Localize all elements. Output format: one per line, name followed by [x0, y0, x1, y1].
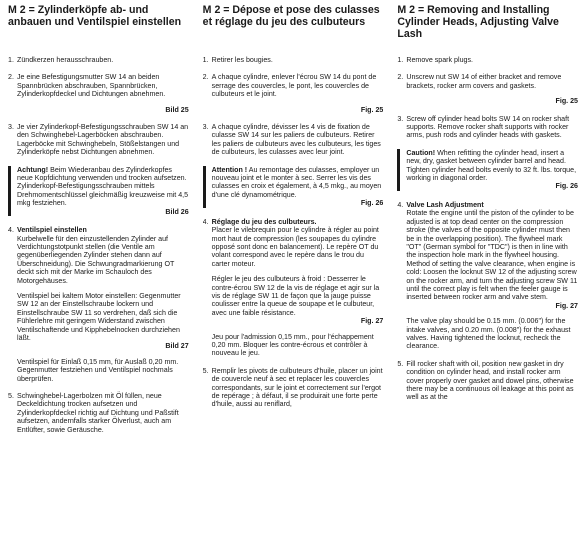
section-title-german: M 2 = Zylinderköpfe ab- und anbauen und Ventilspiel einstellen: [8, 4, 182, 28]
figure-ref: Bild 25: [165, 105, 189, 114]
step-5: 5. Remplir les pivots de culbuteurs d'huile, placer un joint de couvercle neuf à sec et replacer les couvercles correspondants, sur le joint et correctement sur l'ergot de repérage ; à défaut, il se produirait une forte perte d'huile, aussi au reniflard,: [202, 366, 383, 409]
step-5: 5. Fill rocker shaft with oil, position new gasket in dry condition on cylinder head, and install rocker arm cover properly over gasket and dowel pins, otherwise there may be a continuous oil leakage at this point as well as at the: [397, 359, 574, 402]
step-1: 1. Zündkerzen herausschrauben.: [8, 56, 114, 64]
figure-ref: Bild 26: [165, 207, 189, 216]
step-2: 2. Unscrew nut SW 14 of either bracket and remove brackets, rocker arm covers and gaskets. Fig. 25: [397, 73, 579, 106]
caution-box: Attention ! Au remontage des culasses, employer un nouveau joint et le monter à sec. Serrer les vis des culasses en croix et également, à 4,5 mkg., au moyen d'une clé dynamométrique. Fig. 26: [203, 166, 384, 208]
steps-german-continued: [8, 226, 189, 434]
column-german: [8, 4, 189, 534]
figure-ref: Fig. 26: [360, 199, 384, 208]
step-3: 3. Je vier Zylinderkopf-Befestigungsschrauben SW 14 an den Schwinghebel-Lagerböcken abschrauben. Lagerböcke mit Schwinghebeln, Stößelstangen und Zylinderköpfe nebst Dichtungen abnehmen.: [8, 123, 189, 157]
step-title: Réglage du jeu des culbuteurs.: [211, 217, 317, 226]
step-title: Valve Lash Adjustment: [406, 200, 484, 209]
step-title: Ventilspiel einstellen: [17, 226, 87, 235]
step-4: 4. Valve Lash Adjustment Rotate the engine until the piston of the cylinder to be adjusted is at top dead center on the compression stroke (the valves of the opposite cylinder must then be in the overlapping position). The flywheel mark "OT" (German symbol for "TDC") is then in line with the inspection hole mark in the flywheel housing. Method of setting the valve clearance, when engine is cold: Loosen the locknut SW 12 of the adjusting screw on the rocker arm, and turn the adjusting screw SW 11 until the correct play is felt when the feeler gauge is inserted between rocker arm and valve stem. Fig. 27 The valve play should be 0.15 mm. (0.006") for the intake valves, and 0.20 mm. (0.008") for the exhaust valves. Having tightened the locknut, recheck the clearance.: [397, 200, 579, 351]
step-4: 4. Ventilspiel einstellen Kurbelwelle für den einzustellenden Zylinder auf Verdichtungstotpunkt stellen (die Ventile am gegenüberliegenden Zylinder stehen dann auf Überschneidung). Die Schwungradmarkierung OT deckt sich mit der Marke im Schauloch des Motorgehäuses. Ventilspiel bei kaltem Motor einstellen: Gegenmutter SW 12 an der Einstellschraube lockern und Einstellschraube SW 11 so verdrehen, daß sich die Fühlerlehre mit geringem Widerstand zwischen Ventilschaftende und Kipphebelnocken durchziehen läßt. Bild 27 Ventilspiel für Einlaß 0,15 mm, für Auslaß 0,20 mm. Gegenmutter festziehen und Ventilspiel nochmals überprüfen.: [8, 226, 189, 383]
column-english: [397, 4, 578, 534]
step-5: 5. Schwinghebel-Lagerbolzen mit Öl füllen, neue Deckeldichtung trocken aufsetzen und Zylinderkopfdeckel richtig auf Dichtung und Paßstift aufsetzen, andernfalls starker Ölverlust, auch am Entlüfter, sowie Geräusche.: [8, 392, 179, 434]
steps-french-continued: [203, 218, 384, 409]
step-4: 4. Réglage du jeu des culbuteurs. Placer le vilebrequin pour le cylindre à régler au point mort haut de compression (les soupapes du cylindre opposé sont donc en balancement). Le repère OT du volant correspond avec le repère dans le trou du carter moteur. Régler le jeu des culbuteurs à froid : Desserrer le contre-écrou SW 12 de la vis de réglage et agir sur la vis de réglage SW 11 de façon que la jauge puisse coulisser entre la queue de soupape et le culbuteur, avec une faible résistance. Fig. 27 Jeu pour l'admission 0,15 mm., pour l'échappement 0,20 mm. Bloquer les contre-écrous et contrôler à nouveau le jeu.: [202, 217, 384, 358]
figure-ref: Fig. 26: [555, 182, 579, 191]
figure-ref: Bild 27: [165, 342, 189, 351]
step-1: 1. Retirer les bougies.: [202, 56, 273, 64]
step-3: 3. A chaque cylindre, dévisser les 4 vis de fixation de culasse SW 14 sur les paliers de culbuteurs. Retirer les paliers de culbuteurs avec les culbuteurs, les tiges de culbuteurs, les culasses avec leur joint.: [202, 123, 381, 157]
figure-ref: Fig. 25: [555, 97, 579, 106]
steps-english: [397, 56, 578, 140]
figure-ref: Fig. 27: [555, 301, 579, 310]
section-title-english: M 2 = Removing and Installing Cylinder Heads, Adjusting Valve Lash: [397, 4, 559, 40]
caution-box: Caution! When refitting the cylinder head, insert a new, dry, gasket between cylinder barrel and head. Tighten cylinder head bolts evenly to 32 ft. lbs. torque, working in diagonal order. Fig. 26: [397, 149, 578, 191]
step-2: 2. Je eine Befestigungsmutter SW 14 an beiden Spannbrücken abschrauben, Spannbrücken, Zylinderkopfdeckel und Dichtungen abnehmen. Bild 25: [8, 73, 189, 114]
step-1: 1. Remove spark plugs.: [397, 56, 473, 64]
figure-ref: Fig. 27: [360, 317, 384, 326]
figure-ref: Fig. 25: [360, 105, 384, 114]
steps-german: [8, 56, 189, 157]
step-3: 3. Screw off cylinder head bolts SW 14 on rocker shaft supports. Remove rocker shaft supports with rocker arms, push rods and cylinder heads with gaskets.: [397, 114, 570, 140]
column-french: [203, 4, 384, 534]
section-title-french: M 2 = Dépose et pose des culasses et réglage du jeu des culbuteurs: [202, 4, 380, 28]
steps-english-continued: [397, 201, 578, 402]
steps-french: [203, 56, 384, 157]
caution-box: Achtung! Beim Wiederanbau des Zylinderkopfes neue Kopfdichtung verwenden und trocken aufsetzen. Zylinderkopf-Befestigungsschrauben mittels Drehmomentschlüssel gleichmäßig kreuzweise mit 4,5 mkg festziehen. Bild 26: [8, 166, 189, 216]
step-2: 2. A chaque cylindre, enlever l'écrou SW 14 du pont de serrage des couvercles, le pont, les couvercles de culbuteurs et le joint. Fig. 25: [202, 73, 384, 114]
